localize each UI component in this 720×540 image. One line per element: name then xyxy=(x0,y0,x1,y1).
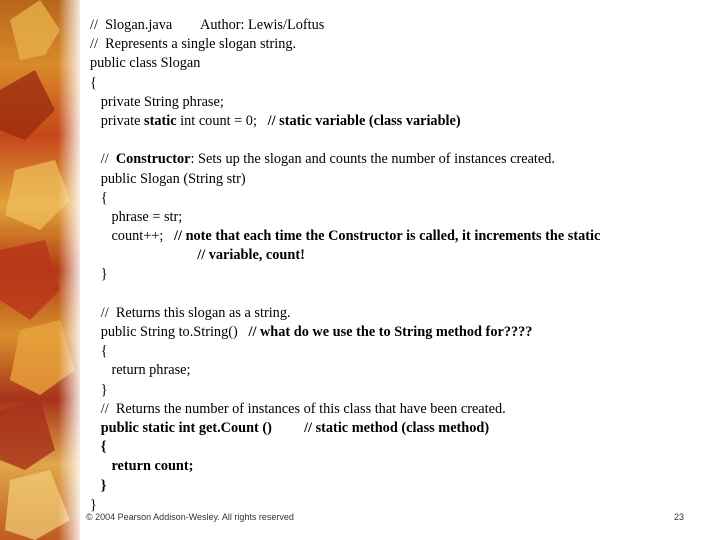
code-line xyxy=(90,381,690,400)
code-indent xyxy=(90,401,101,417)
code-line xyxy=(90,304,690,323)
code-emphasis: { xyxy=(100,439,107,456)
code-line xyxy=(90,323,690,342)
code-text: } xyxy=(100,266,108,283)
code-text: // Returns the number of instances of this class that have been created. xyxy=(100,400,506,417)
code-emphasis: // variable, count! xyxy=(197,247,305,264)
code-text: : Sets up the slogan and counts the number of instances created. xyxy=(190,151,555,168)
code-indent xyxy=(90,190,101,206)
code-text: private String phrase; xyxy=(100,93,224,110)
code-indent xyxy=(90,382,101,398)
code-emphasis: static xyxy=(144,112,177,129)
code-text: // xyxy=(100,151,116,168)
code-line xyxy=(90,74,690,93)
code-text: { xyxy=(100,189,108,206)
code-indent xyxy=(90,439,101,455)
code-indent xyxy=(90,247,197,263)
code-indent xyxy=(90,113,101,129)
autumn-leaves-decoration xyxy=(0,0,80,540)
code-line xyxy=(90,150,690,169)
code-line xyxy=(90,189,690,208)
code-line xyxy=(90,131,690,150)
code-line xyxy=(90,457,690,476)
code-line xyxy=(90,477,690,496)
code-text: return phrase; xyxy=(111,362,191,379)
code-line xyxy=(90,400,690,419)
code-indent xyxy=(90,478,101,494)
code-line xyxy=(90,438,690,457)
code-line xyxy=(90,265,690,284)
code-text: public String to.String() xyxy=(100,324,249,340)
code-line xyxy=(90,246,690,265)
code-indent xyxy=(90,420,101,436)
code-indent xyxy=(90,324,101,340)
code-indent xyxy=(90,94,101,110)
code-text: int count = 0; xyxy=(176,112,268,129)
code-line xyxy=(90,54,690,73)
code-line xyxy=(90,342,690,361)
code-line xyxy=(90,112,690,131)
code-line xyxy=(90,16,690,35)
code-line xyxy=(90,208,690,227)
code-emphasis: } xyxy=(100,477,107,494)
maple-leaf-icon xyxy=(0,0,80,540)
code-emphasis: // static variable (class variable) xyxy=(267,112,461,129)
code-indent xyxy=(90,362,111,378)
code-text: phrase = str; xyxy=(111,208,183,225)
page-number: 23 xyxy=(673,512,684,522)
code-line xyxy=(90,35,690,54)
code-line xyxy=(90,227,690,246)
code-text: // Returns this slogan as a string. xyxy=(100,304,291,321)
code-text: count++; xyxy=(111,228,175,245)
code-text: { xyxy=(100,343,108,360)
code-indent xyxy=(90,228,111,244)
code-line xyxy=(90,285,690,304)
code-text: // Represents a single slogan string. xyxy=(90,36,297,53)
code-text: { xyxy=(90,74,97,91)
code-indent xyxy=(90,151,101,167)
code-emphasis: // note that each time the Constructor is called, it increments the static xyxy=(174,228,601,245)
code-text: } xyxy=(100,381,108,398)
code-indent xyxy=(90,266,101,282)
code-text: public Slogan (String str) xyxy=(100,170,246,187)
code-text: } xyxy=(90,496,97,513)
code-text: public class Slogan xyxy=(90,55,201,72)
code-indent xyxy=(90,209,111,225)
code-indent xyxy=(90,458,111,474)
code-text: private xyxy=(100,112,145,129)
copyright-notice: © 2004 Pearson Addison-Wesley. All rights reserved xyxy=(86,512,294,522)
code-indent xyxy=(90,171,101,187)
code-indent xyxy=(90,305,101,321)
code-line xyxy=(90,93,690,112)
code-line xyxy=(90,170,690,189)
code-line xyxy=(90,419,690,438)
code-emphasis: Constructor xyxy=(115,151,191,168)
code-line xyxy=(90,361,690,380)
code-text: // Slogan.java Author: Lewis/Loftus xyxy=(90,17,325,33)
code-emphasis: public static int get.Count () // static method (class method) xyxy=(100,419,490,436)
code-emphasis: return count; xyxy=(111,458,194,475)
code-listing xyxy=(90,16,690,515)
code-emphasis: // what do we use the to String method for???? xyxy=(248,324,533,340)
code-indent xyxy=(90,343,101,359)
